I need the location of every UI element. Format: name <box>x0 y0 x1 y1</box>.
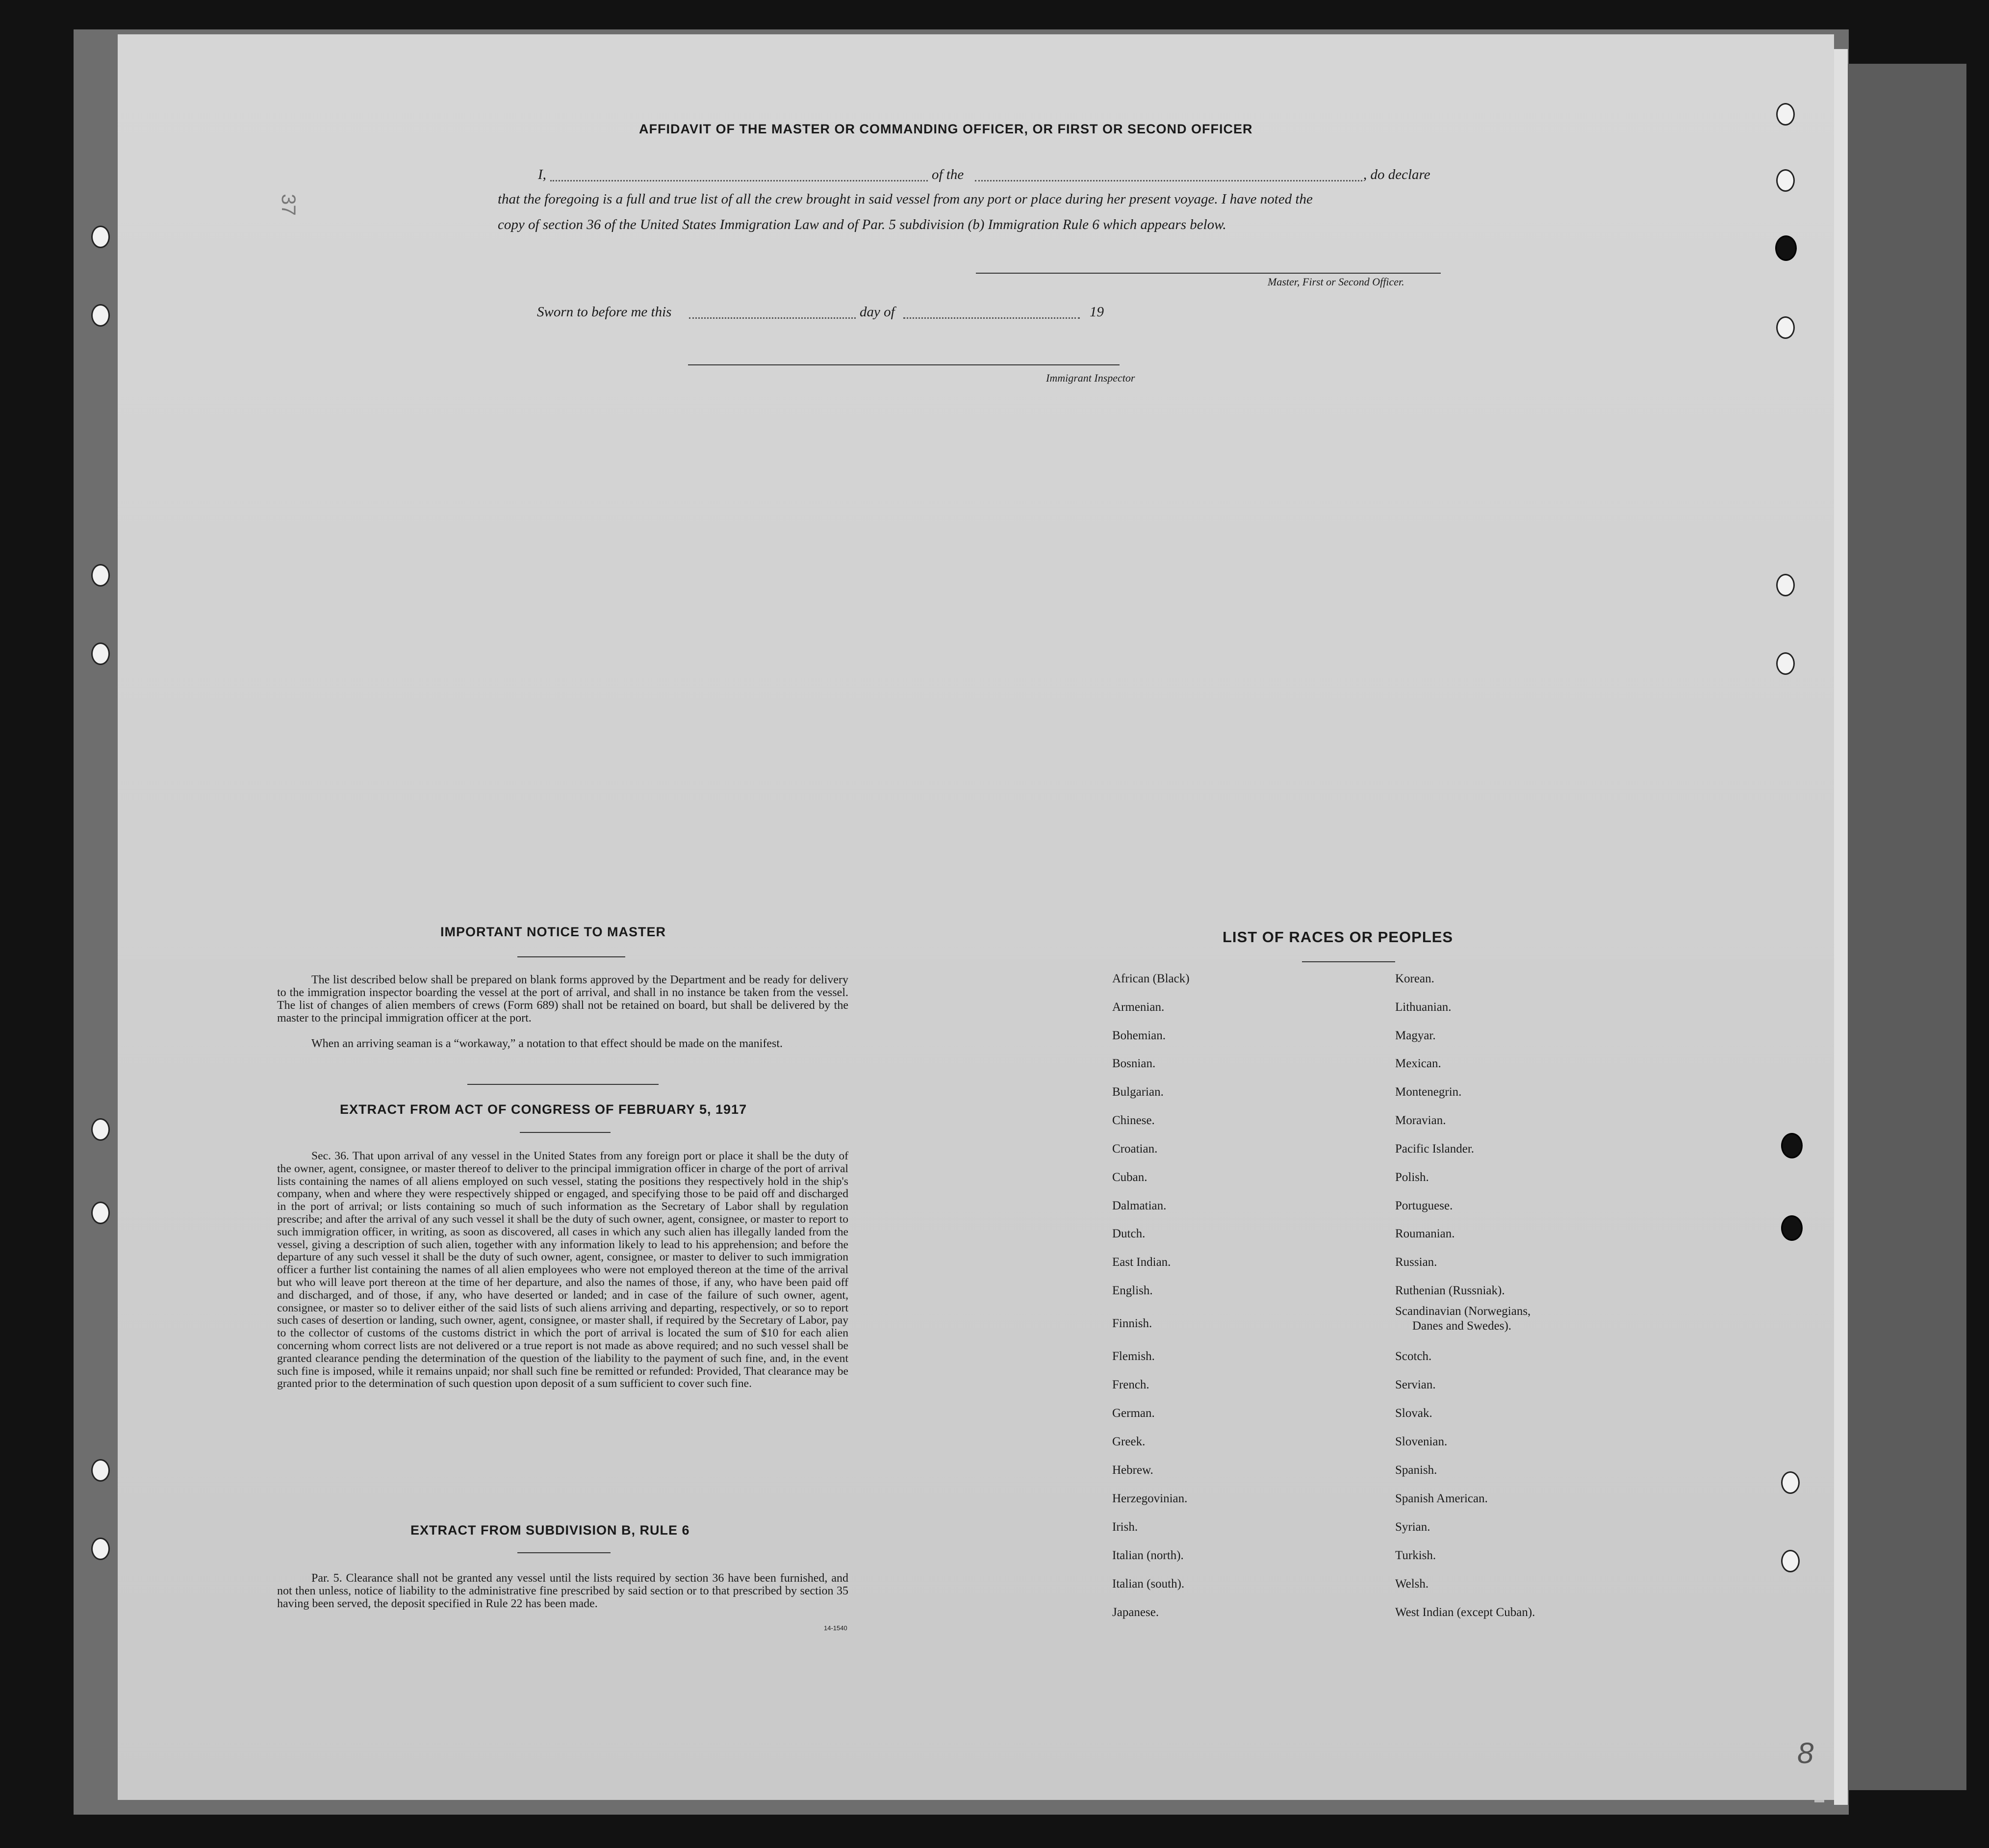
pencil-mark: 37 <box>277 194 299 216</box>
race-item: Syrian. <box>1395 1520 1430 1534</box>
race-item: Roumanian. <box>1395 1227 1455 1240</box>
race-item: Korean. <box>1395 972 1434 985</box>
binder-hole <box>1776 103 1795 126</box>
vessel-field-line[interactable] <box>975 180 1362 181</box>
race-item: Finnish. <box>1112 1317 1152 1330</box>
race-item: Herzegovinian. <box>1112 1492 1188 1505</box>
race-item: Cuban. <box>1112 1171 1148 1184</box>
race-item: Slovak. <box>1395 1407 1432 1420</box>
act-extract-title: EXTRACT FROM ACT OF CONGRESS OF FEBRUARY 5, 1917 <box>340 1102 747 1117</box>
affidavit-line-2: that the foregoing is a full and true list of all the crew brought in said vessel from any port or place during her present voyage. I have noted the <box>498 191 1313 207</box>
notice-paragraph-2: When an arriving seaman is a “workaway,” a notation to that effect should be made on the manifest. <box>311 1037 783 1050</box>
races-title: LIST OF RACES OR PEOPLES <box>1223 928 1454 946</box>
pencil-mark: 8 <box>1797 1737 1814 1770</box>
back-sheet <box>1834 64 1966 1790</box>
race-item: French. <box>1112 1378 1149 1391</box>
race-item: Dutch. <box>1112 1227 1146 1240</box>
notice-paragraph-1: The list described below shall be prepared on blank forms approved by the Department and be ready for delivery to the immigration inspector boarding the vessel at the port of arrival, and shall in no instance be taken from the vessel. The list of changes of alien members of crews (Form 689) shall not be retained on board, but shall be delivered by the master to the principal immigration officer at the port. <box>277 974 848 1025</box>
binder-hole <box>1781 1133 1803 1158</box>
race-item: Spanish. <box>1395 1463 1437 1477</box>
binder-hole <box>1776 169 1795 192</box>
race-item: Armenian. <box>1112 1001 1165 1014</box>
binder-hole <box>91 1202 110 1224</box>
race-item: Montenegrin. <box>1395 1085 1462 1099</box>
race-item: Bosnian. <box>1112 1057 1156 1070</box>
binder-hole <box>91 642 110 665</box>
race-item: Bohemian. <box>1112 1029 1166 1042</box>
binder-hole <box>1781 1550 1800 1572</box>
race-item: Slovenian. <box>1395 1435 1448 1448</box>
form-number: 14-1540 <box>824 1624 847 1632</box>
race-item: Portuguese. <box>1395 1199 1453 1212</box>
act-extract-text: Sec. 36. That upon arrival of any vessel in the United States from any foreign port or place it shall be the duty of the owner, agent, consignee, or master thereof to deliver to the principal immigration officer in charge of the port of arrival lists containing the names of all aliens employed on such vessel, stating the positions they respectively hold in the ship's company, when and where they were respectively shipped or engaged, and specifying those to be paid off and discharged in the port of arrival; or lists containing so much of such information as the Secretary of Labor shall by regulation prescribe; and after the arrival of any such vessel it shall be the duty of such owner, agent, consignee, or master to report to such immigration officer, in writing, as soon as discovered, all cases in which any such alien has illegally landed from the vessel, giving a description of such alien, together with any information likely to lead to his apprehension; and before the departure of any such vessel it shall be the duty of such owner, agent, consignee, or master to deliver to such immigration officer a further list containing the names of all alien employees who were not employed thereon at the time of the arrival but who will leave port thereon at the time of her departure, and also the names of those, if any, who have been paid off and discharged, and of those, if any, who have deserted or landed; and in case of the failure of such owner, agent, consignee, or master so to deliver either of the said lists of such aliens arriving and departing, respectively, or so to report such cases of desertion or landing, such owner, agent, consignee, or master shall, if required by the Secretary of Labor, pay to the collector of customs of the customs district in which the port of arrival is located the sum of $10 for each alien concerning whom correct lists are not delivered or a true report is not made as above required; and no such vessel shall be granted clearance pending the determination of the question of the liability to the payment of such fine, and, in the event such fine is imposed, while it remains unpaid; nor shall such fine be remitted or refunded: Provided, That clearance may be granted prior to the determination of such question upon deposit of a sum sufficient to cover such fine. <box>277 1150 848 1390</box>
rule-extract-text: Par. 5. Clearance shall not be granted any vessel until the lists required by section 36 have been furnished, and not then unless, notice of liability to the administrative fine prescribed by said section or to that prescribed by section 35 having been served, the deposit specified in Rule 22 has been made. <box>277 1572 848 1610</box>
section-divider <box>520 1132 611 1133</box>
race-item: Spanish American. <box>1395 1492 1488 1505</box>
sworn-day-field-line[interactable] <box>689 317 856 319</box>
race-item: Polish. <box>1395 1171 1429 1184</box>
affidavit-line-3: copy of section 36 of the United States Immigration Law and of Par. 5 subdivision (b) Immigration Rule 6 which appears below. <box>498 217 1226 232</box>
binder-hole <box>1776 652 1795 675</box>
race-item: East Indian. <box>1112 1256 1171 1269</box>
race-item-continuation: Danes and Swedes). <box>1412 1319 1512 1333</box>
inspector-signature-label: Immigrant Inspector <box>1046 372 1135 384</box>
binder-hole <box>1775 235 1797 261</box>
affidavit-title: AFFIDAVIT OF THE MASTER OR COMMANDING OFFICER, OR FIRST OR SECOND OFFICER <box>639 122 1253 136</box>
race-item: Scotch. <box>1395 1350 1432 1363</box>
race-item: Scandinavian (Norwegians, <box>1395 1305 1531 1318</box>
race-item: African (Black) <box>1112 972 1190 985</box>
name-field-line[interactable] <box>550 180 928 181</box>
binder-hole <box>1776 316 1795 339</box>
binder-hole <box>1781 1471 1800 1494</box>
binder-hole <box>1781 1215 1803 1241</box>
day-of-label: day of <box>860 304 895 320</box>
master-signature-line[interactable] <box>976 273 1441 274</box>
affidavit-i-label: I, <box>538 167 546 182</box>
race-item: Moravian. <box>1395 1114 1446 1127</box>
binder-hole <box>91 564 110 587</box>
race-item: Italian (south). <box>1112 1577 1185 1591</box>
binder-hole <box>91 1538 110 1560</box>
race-item: Irish. <box>1112 1520 1138 1534</box>
race-item: Servian. <box>1395 1378 1436 1391</box>
race-item: Japanese. <box>1112 1606 1159 1619</box>
race-item: Croatian. <box>1112 1142 1158 1155</box>
affidavit-of-the-label: of the <box>932 167 964 182</box>
master-signature-label: Master, First or Second Officer. <box>1268 276 1404 288</box>
race-item: Chinese. <box>1112 1114 1155 1127</box>
sworn-label: Sworn to before me this <box>537 304 672 320</box>
race-item: English. <box>1112 1284 1153 1297</box>
race-item: Welsh. <box>1395 1577 1429 1591</box>
race-item: Pacific Islander. <box>1395 1142 1475 1155</box>
sworn-month-field-line[interactable] <box>903 317 1080 319</box>
page-stack-edge <box>1834 49 1848 1805</box>
race-item: Bulgarian. <box>1112 1085 1164 1099</box>
race-item: Italian (north). <box>1112 1549 1184 1562</box>
race-item: Magyar. <box>1395 1029 1436 1042</box>
race-item: Mexican. <box>1395 1057 1441 1070</box>
year-label: 19 <box>1090 304 1104 320</box>
notice-title: IMPORTANT NOTICE TO MASTER <box>440 924 666 939</box>
affidavit-declare-label: , do declare <box>1363 167 1430 182</box>
binder-hole <box>91 226 110 248</box>
race-item: Ruthenian (Russniak). <box>1395 1284 1505 1297</box>
race-item: German. <box>1112 1407 1155 1420</box>
inspector-signature-line[interactable] <box>688 364 1120 365</box>
race-item: Lithuanian. <box>1395 1001 1452 1014</box>
binder-hole <box>1776 574 1795 596</box>
race-item: Hebrew. <box>1112 1463 1153 1477</box>
race-item: Greek. <box>1112 1435 1146 1448</box>
binder-hole <box>91 1459 110 1482</box>
race-item: Turkish. <box>1395 1549 1436 1562</box>
section-divider <box>1302 961 1395 962</box>
race-item: Flemish. <box>1112 1350 1155 1363</box>
section-divider <box>517 1552 611 1553</box>
race-item: Dalmatian. <box>1112 1199 1167 1212</box>
binder-hole <box>91 1118 110 1141</box>
document-page <box>118 34 1834 1800</box>
race-item: Russian. <box>1395 1256 1437 1269</box>
section-divider <box>467 1084 659 1085</box>
rule-extract-title: EXTRACT FROM SUBDIVISION B, RULE 6 <box>410 1523 690 1538</box>
binder-hole <box>91 304 110 327</box>
section-divider <box>517 956 625 957</box>
race-item: West Indian (except Cuban). <box>1395 1606 1535 1619</box>
